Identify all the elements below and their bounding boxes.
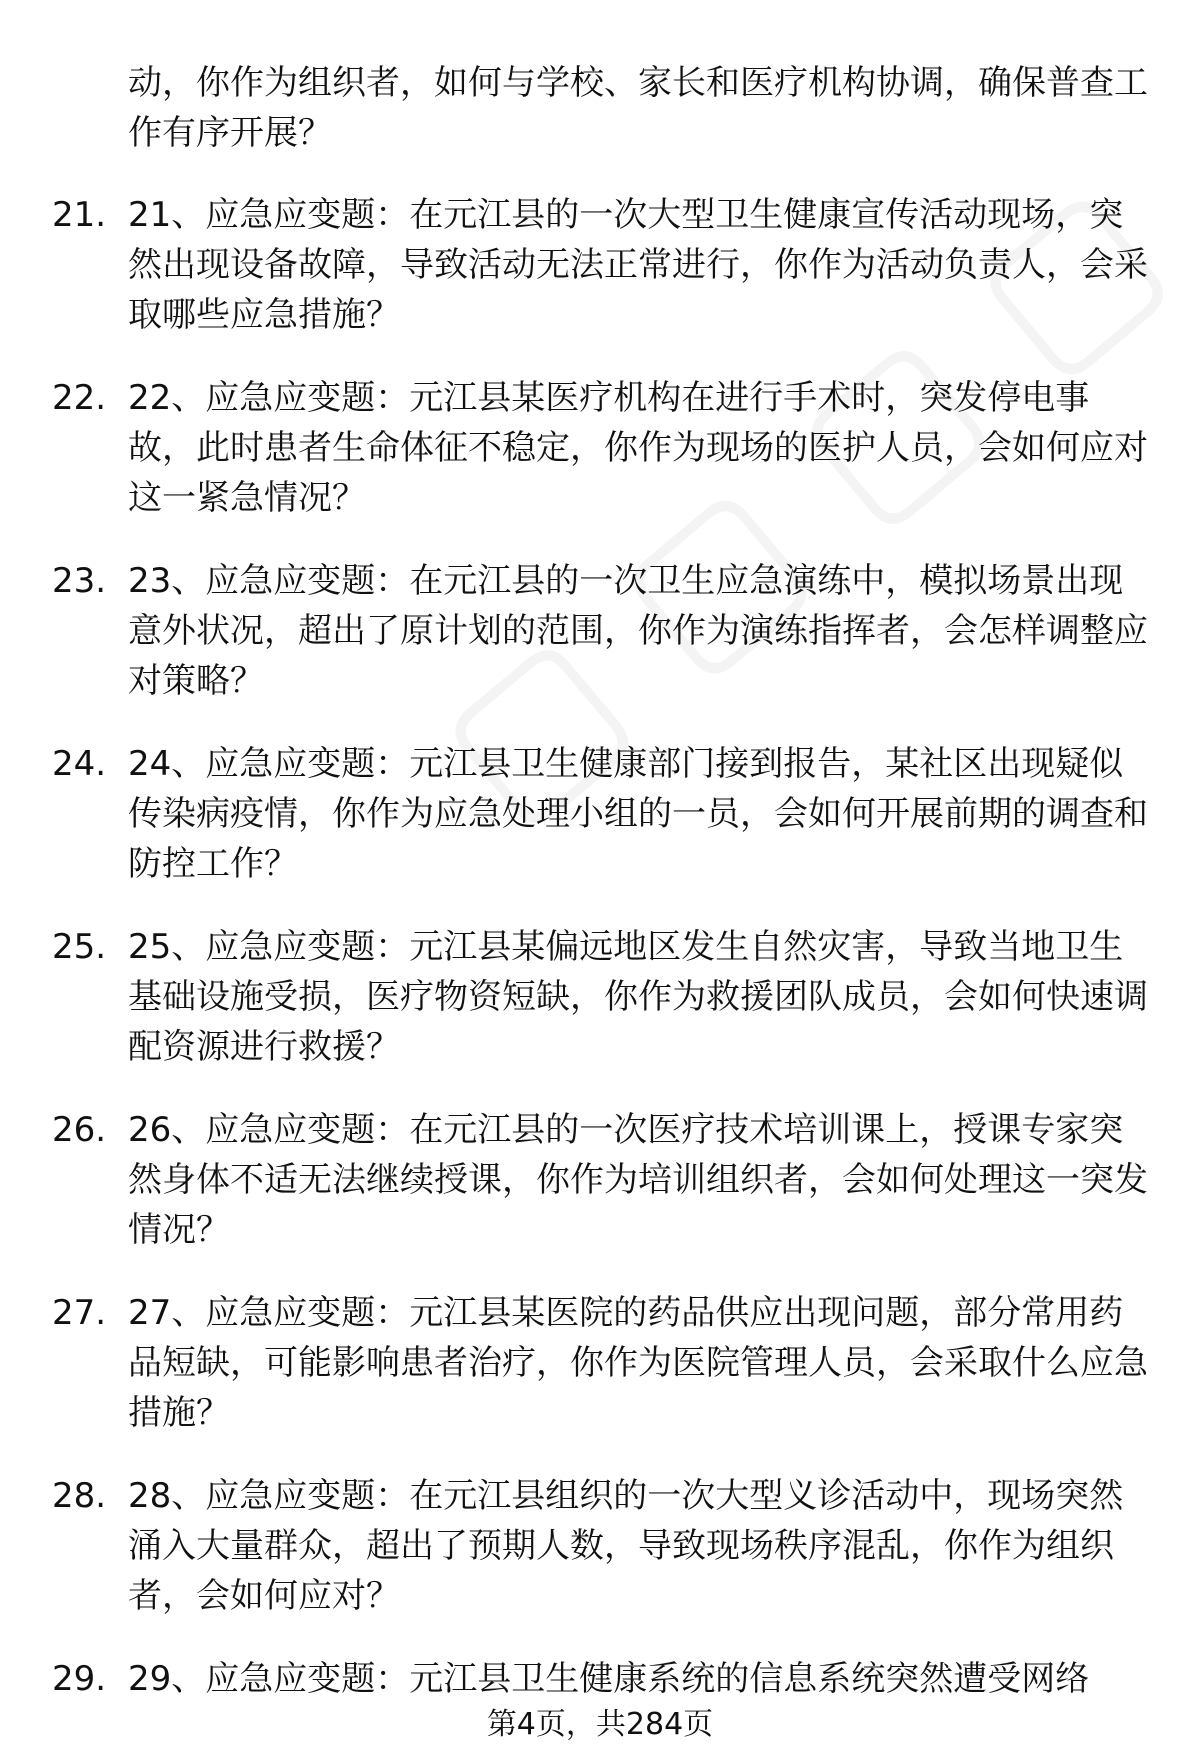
question-number: 29. <box>52 1659 107 1699</box>
question-item <box>52 739 1152 889</box>
question-number: 27. <box>52 1293 107 1333</box>
question-text: 22、应急应变题：元江县某医疗机构在进行手术时，突发停电事故，此时患者生命体征不稳定，你作为现场的医护人员，会如何应对这一紧急情况？ <box>128 378 1148 518</box>
question-number: 28. <box>52 1476 107 1516</box>
question-number: 24. <box>52 744 107 784</box>
question-text: 23、应急应变题：在元江县的一次卫生应急演练中，模拟场景出现意外状况，超出了原计划的范围，你作为演练指挥者，会怎样调整应对策略？ <box>128 561 1148 701</box>
question-item <box>52 556 1152 706</box>
question-number: 25. <box>52 927 107 967</box>
question-text: 21、应急应变题：在元江县的一次大型卫生健康宣传活动现场，突然出现设备故障，导致活动无法正常进行，你作为活动负责人，会采取哪些应急措施？ <box>128 195 1148 335</box>
question-item <box>52 190 1152 340</box>
question-item <box>52 1471 1152 1621</box>
question-text: 26、应急应变题：在元江县的一次医疗技术培训课上，授课专家突然身体不适无法继续授课，你作为培训组织者，会如何处理这一突发情况？ <box>128 1110 1148 1250</box>
question-item <box>52 922 1152 1072</box>
continuation-text: 动，你作为组织者，如何与学校、家长和医疗机构协调，确保普查工作有序开展？ <box>128 63 1148 153</box>
question-item <box>52 373 1152 523</box>
question-text: 25、应急应变题：元江县某偏远地区发生自然灾害，导致当地卫生基础设施受损，医疗物资短缺，你作为救援团队成员，会如何快速调配资源进行救援？ <box>128 927 1148 1067</box>
question-number: 21. <box>52 195 107 235</box>
page-footer: 第4页，共284页 <box>486 1707 714 1742</box>
question-text: 29、应急应变题：元江县卫生健康系统的信息系统突然遭受网络 <box>128 1659 1090 1699</box>
question-text: 24、应急应变题：元江县卫生健康部门接到报告，某社区出现疑似传染病疫情，你作为应急处理小组的一员，会如何开展前期的调查和防控工作？ <box>128 744 1148 884</box>
question-item <box>52 1288 1152 1438</box>
question-item <box>52 1105 1152 1255</box>
question-text: 27、应急应变题：元江县某医院的药品供应出现问题，部分常用药品短缺，可能影响患者治疗，你作为医院管理人员，会采取什么应急措施？ <box>128 1293 1148 1433</box>
question-item <box>52 1654 1152 1704</box>
question-text: 28、应急应变题：在元江县组织的一次大型义诊活动中，现场突然涌入大量群众，超出了预期人数，导致现场秩序混乱，你作为组织者，会如何应对？ <box>128 1476 1124 1616</box>
question-number: 23. <box>52 561 107 601</box>
question-number: 22. <box>52 378 107 418</box>
question-number: 26. <box>52 1110 107 1150</box>
question-list <box>52 190 1152 1737</box>
